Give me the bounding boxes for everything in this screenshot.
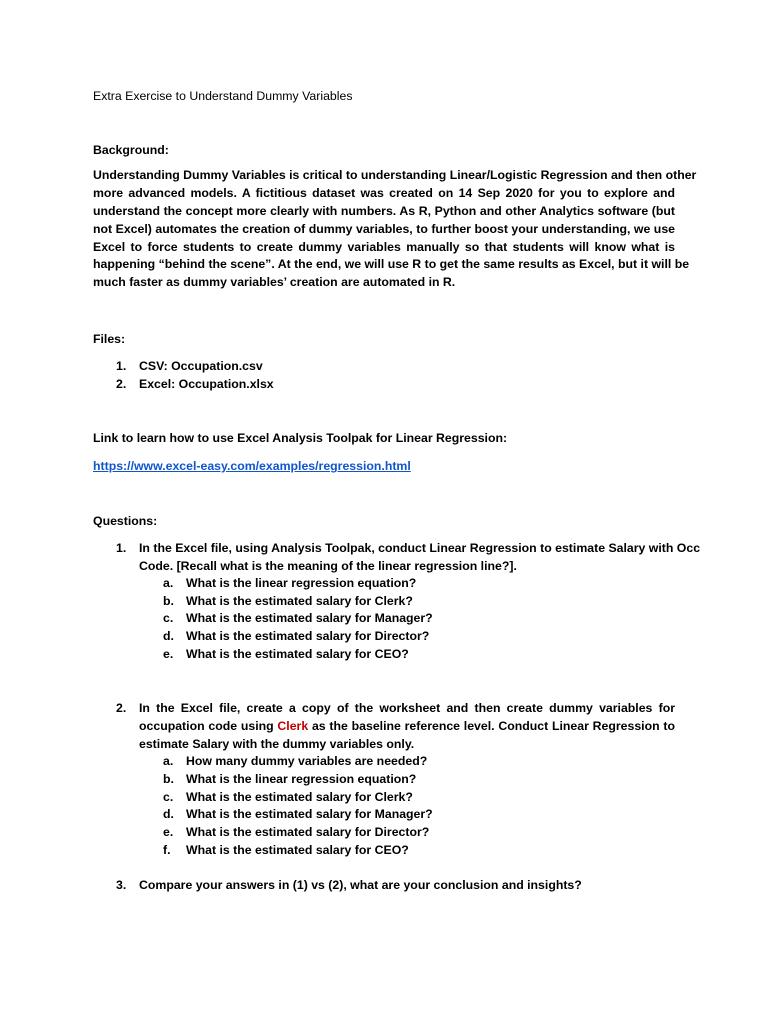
background-line: more advanced models. A fictitious dataset was created on 14 Sep 2020 for you to explore and [93,185,675,200]
sub-question-letter: c. [163,790,174,804]
sub-question-letter: b. [163,772,174,786]
file-item-csv: CSV: Occupation.csv [139,359,263,373]
sub-question-text: What is the estimated salary for CEO? [186,647,409,661]
question-number: 2. [116,701,127,715]
background-line: Understanding Dummy Variables is critical to understanding Linear/Logistic Regression and then other [93,168,697,182]
sub-question-letter: e. [163,647,174,661]
file-item-number: 1. [116,359,127,373]
sub-question-text: What is the linear regression equation? [186,772,417,786]
background-line: understand the concept more clearly with numbers. As R, Python and other Analytics software (but [93,203,675,218]
background-line: happening “behind the scene”. At the end, we will use R to get the same results as Excel, but it will be [93,257,690,272]
background-line: not Excel) automates the creation of dummy variables, to further boost your understanding, we use [93,221,675,236]
questions-heading: Questions: [93,514,158,528]
baseline-level-highlight: Clerk [277,719,309,733]
background-heading: Background: [93,143,169,157]
file-item-number: 2. [116,377,127,391]
sub-question-letter: a. [163,576,174,590]
sub-question-text: What is the estimated salary for Manager? [186,807,433,821]
sub-question-letter: b. [163,594,174,608]
sub-question-letter: f. [163,843,171,857]
file-item-xlsx: Excel: Occupation.xlsx [139,377,274,391]
link-heading: Link to learn how to use Excel Analysis Toolpak for Linear Regression: [93,431,508,445]
sub-question-text: What is the estimated salary for Clerk? [186,790,413,804]
background-line: Excel to force students to create dummy variables manually so that students will know what is [93,239,675,254]
files-heading: Files: [93,332,126,346]
sub-question-text: What is the linear regression equation? [186,576,417,590]
sub-question-letter: d. [163,807,174,821]
regression-tutorial-link[interactable]: https://www.excel-easy.com/examples/regression.html [93,459,411,473]
sub-question-text: What is the estimated salary for Director? [186,825,430,839]
sub-question-letter: c. [163,611,174,625]
document-title: Extra Exercise to Understand Dummy Variables [93,89,353,103]
sub-question-letter: d. [163,629,174,643]
question-number: 3. [116,878,127,892]
sub-question-text: How many dummy variables are needed? [186,754,428,768]
background-line: much faster as dummy variables’ creation are automated in R. [93,275,456,290]
question-2-text: as the baseline reference level. Conduct Linear Regression to [308,719,675,733]
sub-question-letter: a. [163,754,174,768]
question-2-line: In the Excel file, create a copy of the worksheet and then create dummy variables for [139,701,675,715]
question-2-text: occupation code using [139,719,278,733]
question-1-line: In the Excel file, using Analysis Toolpak, conduct Linear Regression to estimate Salary with Occ [139,541,701,555]
question-2-line: estimate Salary with the dummy variables only. [139,737,415,751]
question-number: 1. [116,541,127,555]
background-paragraph [93,167,697,292]
sub-question-text: What is the estimated salary for Clerk? [186,594,413,608]
sub-question-text: What is the estimated salary for Director? [186,629,430,643]
sub-question-text: What is the estimated salary for CEO? [186,843,409,857]
question-2-line [139,717,675,735]
sub-question-letter: e. [163,825,174,839]
sub-question-text: What is the estimated salary for Manager? [186,611,433,625]
question-1-line: Code. [Recall what is the meaning of the linear regression line?]. [139,559,517,573]
question-3-text: Compare your answers in (1) vs (2), what are your conclusion and insights? [139,878,582,892]
